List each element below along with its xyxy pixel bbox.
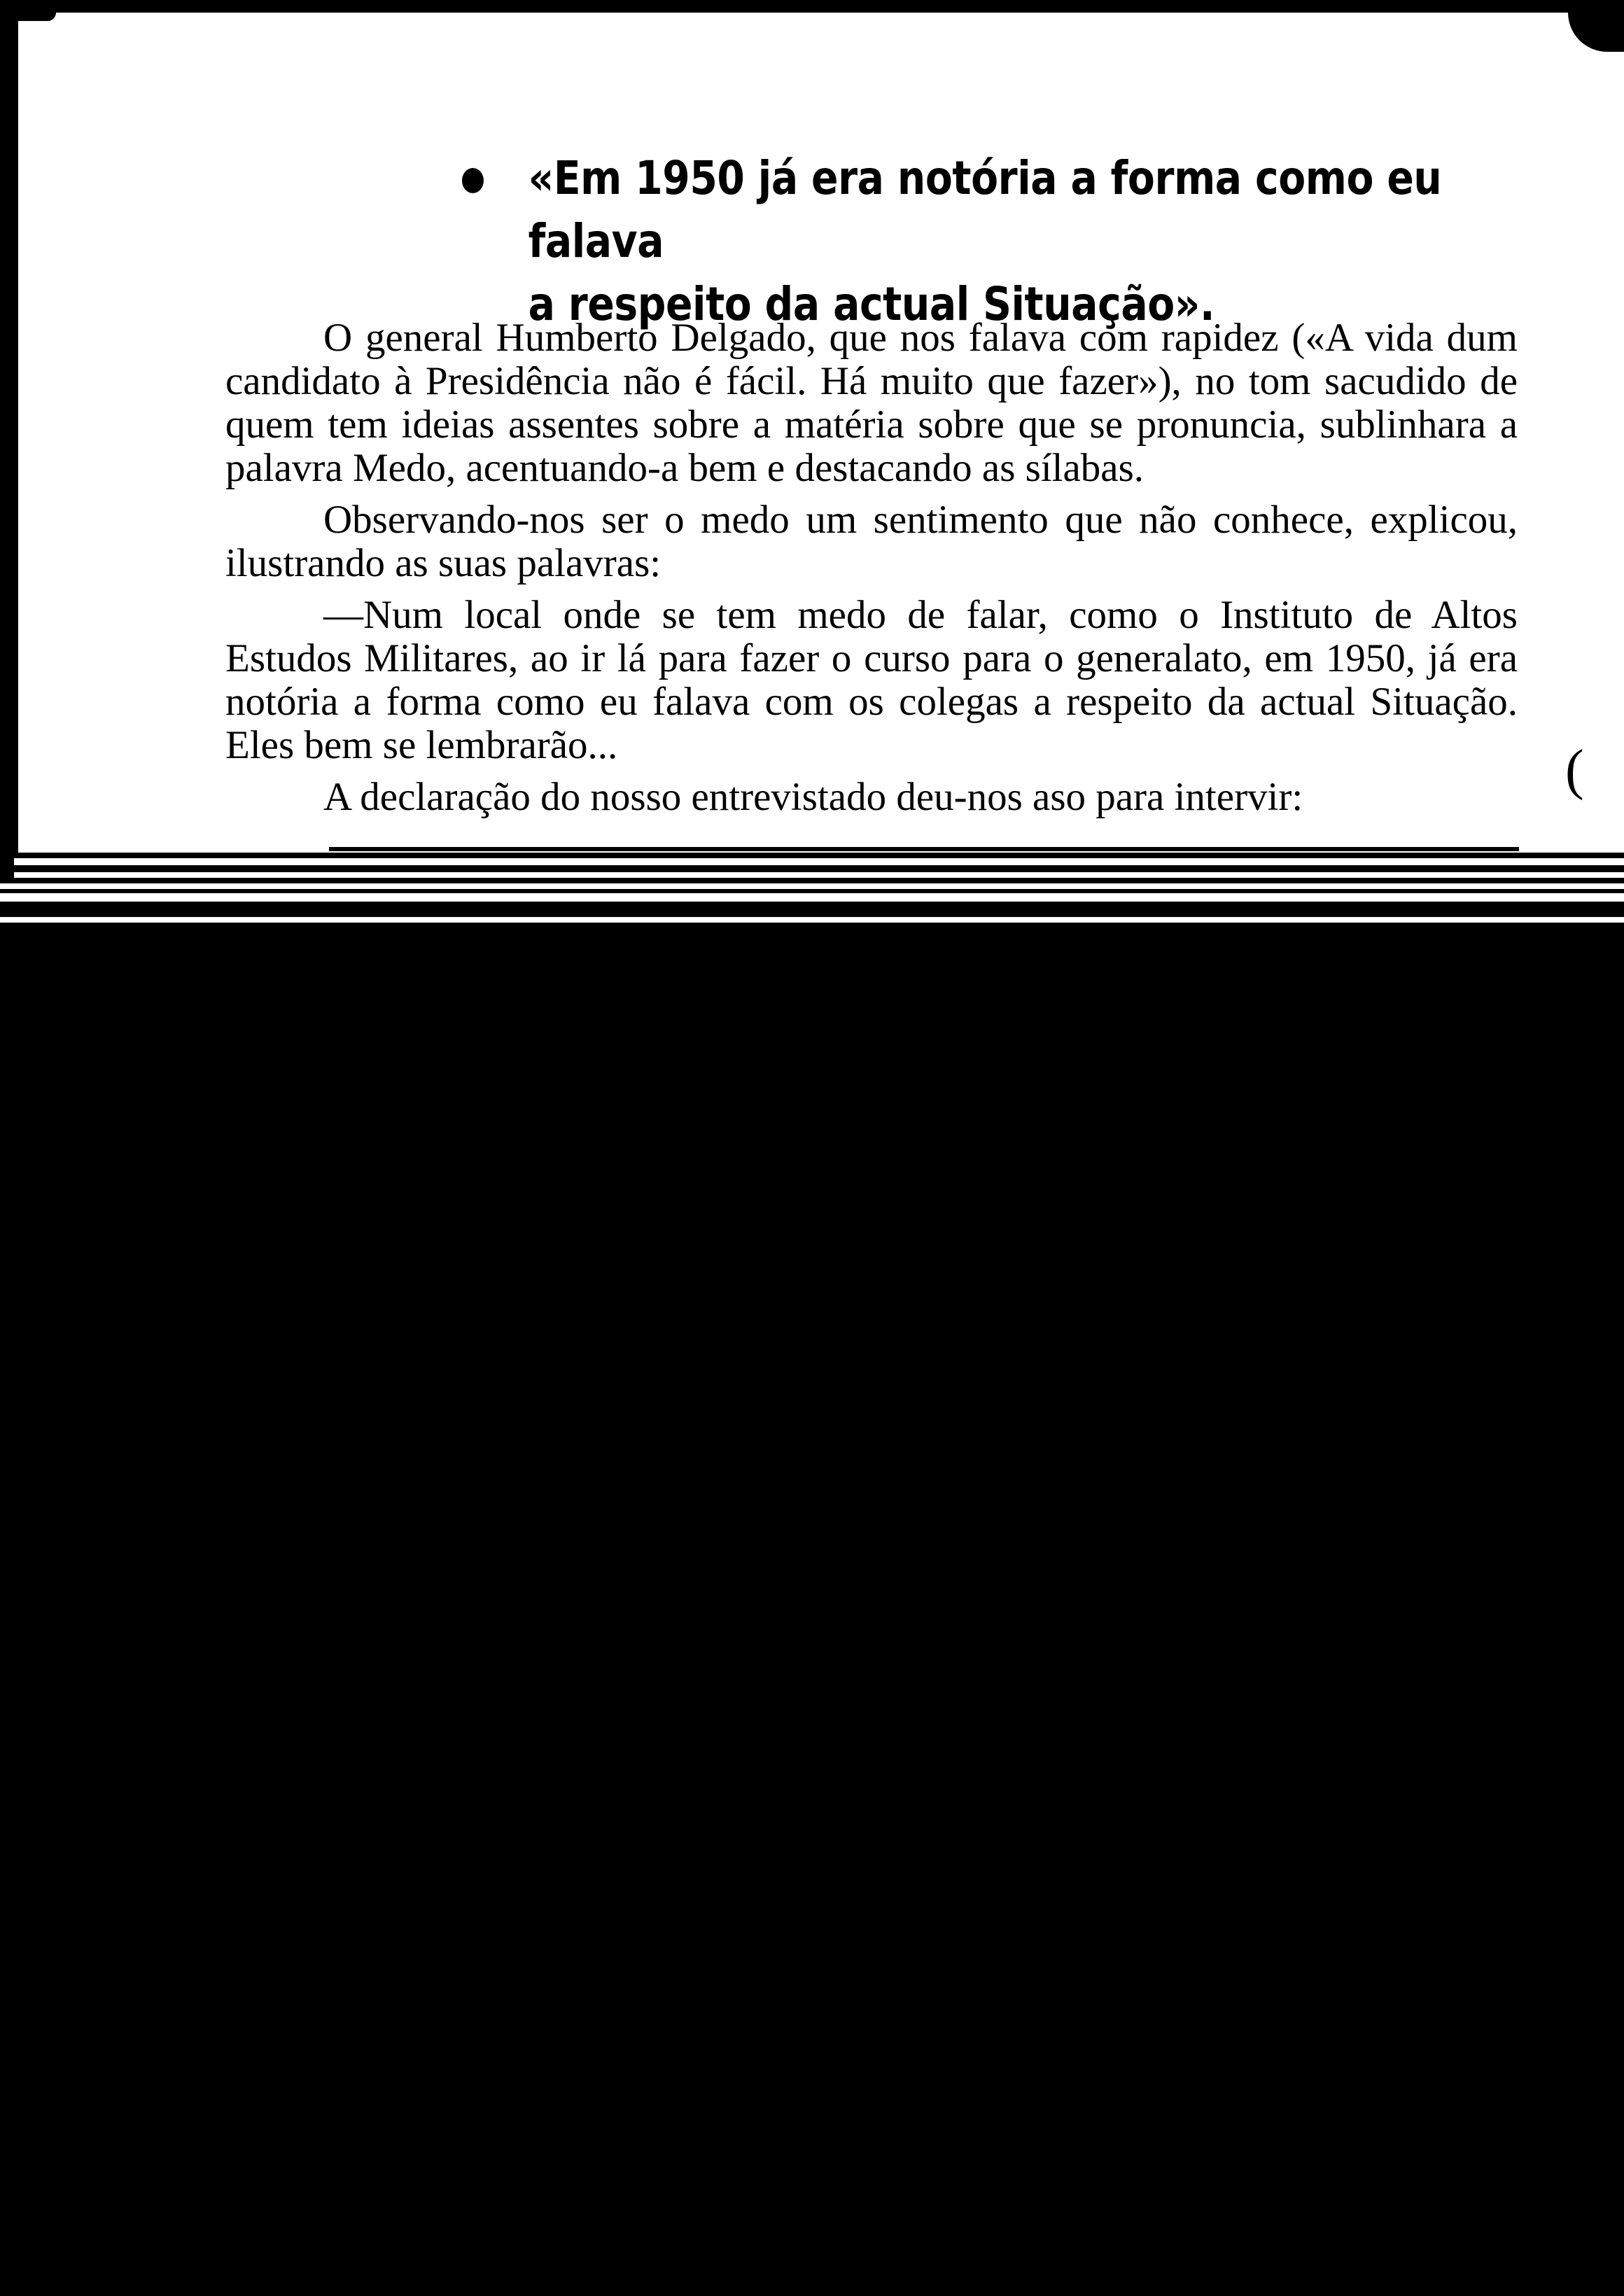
scan-frame-corner-right — [1568, 13, 1624, 52]
scanner-stripe — [0, 878, 1624, 883]
paragraph-2: Observando-nos ser o medo um sentimento que não conhece, explicou, ilustrando as suas palavras: — [225, 498, 1518, 585]
scanner-stripe — [0, 923, 1624, 930]
paragraph-1: O general Humberto Delgado, que nos falava com rapidez («A vida dum candidato à Presidência não é fácil. Há muito que fazer»), no tom sacudido de quem tem ideias assentes sobre a matéria sobre que se pronuncia, sublinhara a palavra Medo, acentuando-a bem e destacando as sílabas. — [225, 316, 1518, 490]
heading-line-1: «Em 1950 já era notória a forma como eu falava — [528, 151, 1442, 268]
paragraph-4: A declaração do nosso entrevistado deu-nos aso para intervir: — [323, 775, 1303, 819]
scanned-page — [0, 0, 1624, 924]
scanner-stripe — [0, 865, 1624, 872]
scanner-stripe — [0, 902, 1624, 917]
scan-frame-top — [0, 0, 1624, 13]
article-body — [225, 316, 1518, 827]
scan-frame-inner-line — [14, 13, 18, 853]
article-heading — [462, 147, 1442, 336]
margin-parenthesis-mark: ( — [1565, 739, 1584, 801]
scanner-stripe — [0, 889, 1624, 893]
scanner-stripe — [0, 853, 1624, 858]
cut-off-text-line — [329, 847, 1519, 851]
scan-frame-left — [0, 0, 14, 882]
bullet-dot-icon — [462, 168, 484, 193]
scan-frame-corner-left — [14, 13, 56, 21]
heading-line-2: a respeito da actual Situação». — [528, 277, 1215, 331]
black-scan-area — [0, 931, 1624, 2296]
paragraph-3: —Num local onde se tem medo de falar, como o Instituto de Altos Estudos Militares, ao ir lá para fazer o curso para o generalato, em 1950, já era notória a forma como eu falava com os colegas a respeito da actual Situação. Eles bem se lembrarão... — [225, 593, 1518, 767]
scanner-stripe-band — [0, 853, 1624, 937]
